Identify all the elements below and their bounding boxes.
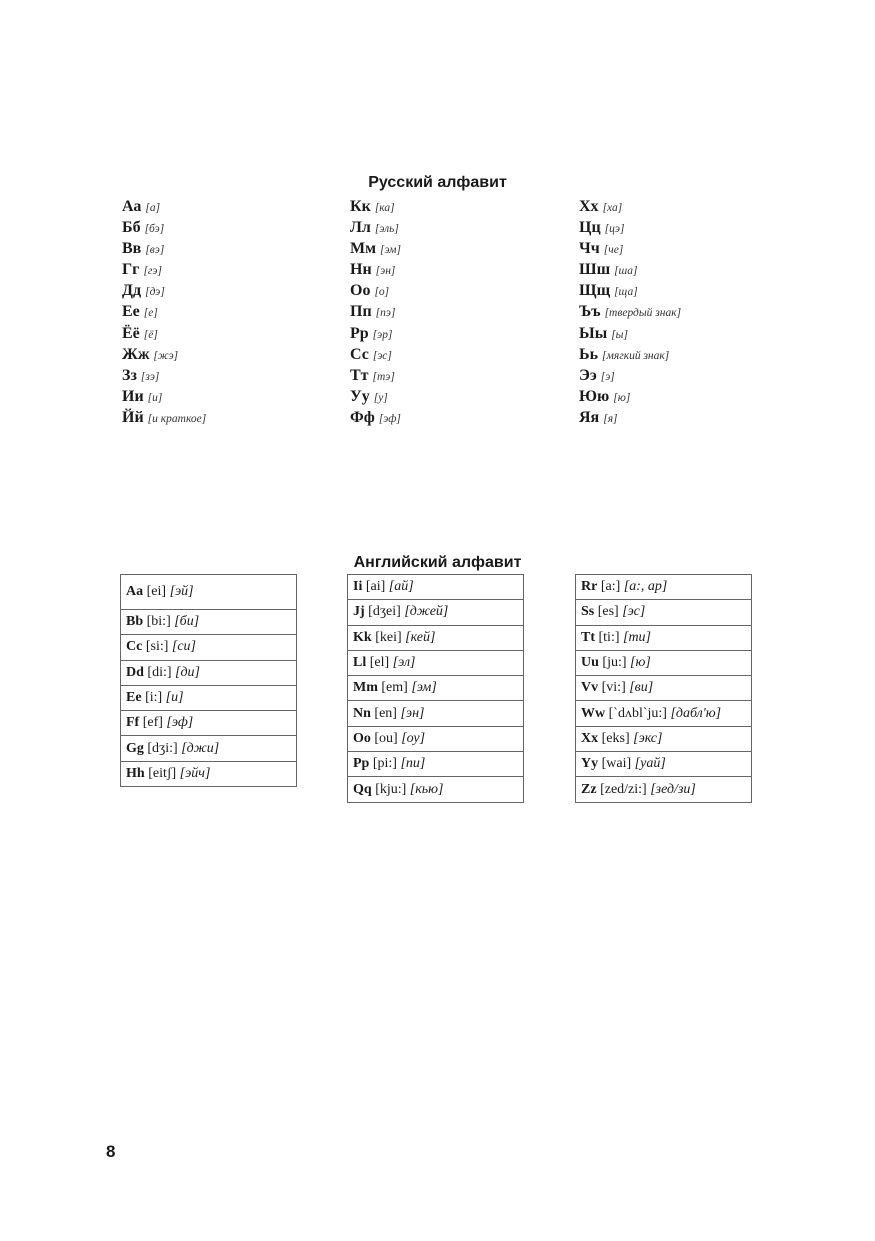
ipa-transcription: [ou] (374, 730, 398, 746)
english-letter-cell (576, 726, 752, 751)
russian-alphabet-title: Русский алфавит (368, 174, 507, 191)
russian-letter-row (579, 217, 681, 238)
english-letter-cell (348, 600, 524, 625)
russian-letter: Оо (350, 282, 371, 300)
russian-letter-row (122, 259, 206, 280)
ipa-transcription: [es] (597, 604, 619, 620)
english-letter: Ww (581, 705, 606, 721)
table-row (348, 752, 524, 777)
russian-pronunciation: [ха] (602, 202, 623, 214)
russian-letter-row (579, 344, 681, 365)
english-letter-cell (576, 777, 752, 802)
ipa-transcription: [bi:] (146, 614, 171, 630)
russian-column-3 (579, 196, 681, 428)
russian-pronunciation: [ща] (614, 286, 638, 299)
table-row (576, 726, 752, 751)
english-letter: Aa (126, 584, 144, 599)
english-letter: Rr (581, 579, 598, 595)
russian-letter: Яя (579, 408, 600, 426)
russian-transcription: [зед/зи] (650, 781, 696, 797)
russian-pronunciation: [вэ] (145, 244, 165, 257)
table-row (348, 575, 524, 600)
ipa-transcription: [ti:] (598, 629, 620, 645)
russian-transcription: [пи] (400, 756, 426, 772)
russian-pronunciation: [пэ] (375, 307, 396, 320)
english-letter: Mm (353, 680, 378, 696)
russian-letter-row (579, 323, 681, 344)
english-letter-cell (121, 635, 297, 660)
russian-letter: Ыы (579, 324, 608, 342)
english-letter: Pp (353, 756, 370, 772)
ipa-transcription: [ei] (146, 584, 167, 599)
russian-pronunciation: [че] (603, 244, 624, 257)
russian-letter-row (122, 196, 206, 217)
russian-pronunciation: [а] (145, 202, 161, 214)
russian-pronunciation: [эм] (380, 244, 401, 257)
russian-letter: Мм (350, 240, 376, 258)
russian-letter: Дд (122, 282, 142, 300)
russian-pronunciation: [е] (143, 307, 158, 320)
russian-letter: Вв (122, 240, 142, 258)
english-letter-cell (348, 575, 524, 600)
ipa-transcription: [kei] (375, 629, 402, 645)
russian-letter: Ёё (122, 324, 140, 342)
english-alphabet-title: Английский алфавит (353, 554, 522, 571)
english-letter: Oo (353, 730, 371, 746)
russian-transcription: [уай] (634, 756, 666, 772)
english-letter-cell (348, 752, 524, 777)
table-row (121, 761, 297, 786)
table-row (121, 635, 297, 660)
ipa-transcription: [kju:] (375, 781, 407, 797)
russian-transcription: [дабл'ю] (670, 705, 722, 721)
russian-letter-row (122, 323, 206, 344)
english-letter: Gg (126, 740, 144, 756)
russian-pronunciation: [и] (147, 391, 163, 404)
english-letter: Ee (126, 690, 142, 706)
english-letter-cell (121, 685, 297, 710)
russian-pronunciation: [гэ] (143, 265, 162, 278)
russian-letter-row (122, 217, 206, 238)
russian-letter: Ьь (579, 345, 599, 363)
russian-letter-row (350, 217, 401, 238)
english-letter-cell (348, 726, 524, 751)
table-row (348, 676, 524, 701)
ipa-transcription: [ju:] (602, 655, 627, 671)
russian-letter: Ъъ (579, 303, 601, 321)
table-row (576, 575, 752, 600)
russian-transcription: [эйч] (179, 765, 211, 781)
russian-pronunciation: [дэ] (145, 286, 165, 299)
russian-letter: Фф (350, 408, 375, 426)
russian-pronunciation: [эль] (374, 223, 399, 236)
russian-letter: Цц (579, 219, 601, 237)
ipa-transcription: [ef] (142, 715, 163, 731)
english-letter: Nn (353, 705, 371, 721)
table-row (576, 701, 752, 726)
english-letter-cell (576, 676, 752, 701)
table-row (121, 711, 297, 736)
russian-letter: Сс (350, 345, 369, 363)
russian-pronunciation: [у] (373, 391, 388, 404)
english-letter: Cc (126, 639, 143, 655)
russian-column-2 (350, 196, 401, 428)
russian-letter-row (350, 323, 401, 344)
table-row (121, 685, 297, 710)
english-letter-cell (348, 625, 524, 650)
russian-transcription: [a:, ар] (623, 579, 668, 595)
russian-letter-row (122, 280, 206, 301)
russian-pronunciation: [ы] (611, 328, 628, 341)
russian-pronunciation: [ю] (613, 391, 631, 404)
russian-letter-row (350, 344, 401, 365)
russian-letter: Ее (122, 303, 140, 321)
russian-pronunciation: [жэ] (153, 349, 179, 362)
table-row (348, 701, 524, 726)
english-letter-cell (121, 660, 297, 685)
russian-letter-row (579, 196, 681, 217)
russian-letter: Аа (122, 198, 142, 215)
russian-letter: Нн (350, 261, 372, 279)
russian-letter-row (122, 344, 206, 365)
russian-transcription: [эс] (622, 604, 646, 620)
table-row (348, 650, 524, 675)
russian-letter: Ээ (579, 366, 597, 384)
russian-pronunciation: [ка] (374, 202, 395, 214)
english-table-3 (575, 574, 752, 803)
english-letter-cell (576, 701, 752, 726)
russian-letter: Чч (579, 240, 600, 258)
russian-transcription: [и] (165, 690, 184, 706)
ipa-transcription: [dʒi:] (147, 740, 178, 756)
ipa-transcription: [ai] (365, 579, 386, 595)
russian-transcription: [си] (171, 639, 197, 655)
russian-transcription: [би] (174, 614, 200, 630)
english-letter-cell (576, 575, 752, 600)
ipa-transcription: [wai] (601, 756, 632, 772)
english-letter: Qq (353, 781, 372, 797)
russian-letter-row (579, 301, 681, 322)
english-letter-cell (348, 777, 524, 802)
russian-pronunciation: [цэ] (604, 223, 625, 236)
russian-letter: Юю (579, 387, 610, 405)
russian-pronunciation: [ё] (143, 328, 158, 341)
russian-transcription: [ди] (175, 664, 200, 680)
ipa-transcription: [di:] (147, 664, 172, 680)
english-letter-cell (576, 625, 752, 650)
russian-letter-row (122, 301, 206, 322)
russian-letter-row (579, 259, 681, 280)
table-row (348, 777, 524, 802)
ipa-transcription: [i:] (145, 690, 163, 706)
russian-transcription: [эй] (169, 584, 194, 599)
table-row (348, 600, 524, 625)
russian-transcription: [оу] (401, 730, 426, 746)
table-row (576, 752, 752, 777)
russian-letter: Йй (122, 408, 144, 426)
table-row (121, 660, 297, 685)
english-letter-cell (576, 600, 752, 625)
russian-letter-row (350, 365, 401, 386)
table-row (348, 625, 524, 650)
russian-letter-row (122, 386, 206, 407)
russian-letter: Зз (122, 366, 137, 384)
russian-letter: Ии (122, 387, 144, 405)
russian-pronunciation: [эр] (372, 328, 393, 341)
russian-transcription: [ай] (388, 579, 414, 595)
ipa-transcription: [eitʃ] (148, 765, 177, 781)
english-letter-cell (348, 676, 524, 701)
table-row (121, 736, 297, 761)
russian-transcription: [кью] (409, 781, 444, 797)
english-letter: Yy (581, 756, 599, 772)
russian-pronunciation: [ша] (614, 265, 638, 278)
ipa-transcription: [en] (374, 705, 397, 721)
russian-letter: Уу (350, 387, 370, 405)
ipa-transcription: [a:] (600, 579, 621, 595)
russian-letter: Гг (122, 261, 140, 279)
russian-letter-row (579, 365, 681, 386)
english-letter-cell (121, 761, 297, 786)
russian-transcription: [ви] (629, 680, 654, 696)
russian-letter-row (579, 407, 681, 428)
russian-transcription: [ю] (630, 655, 651, 671)
english-letter: Tt (581, 629, 595, 645)
english-letter-cell (121, 711, 297, 736)
russian-letter-row (350, 238, 401, 259)
english-table-1 (120, 574, 297, 787)
english-letter: Uu (581, 655, 599, 671)
english-letter-cell (576, 752, 752, 777)
ipa-transcription: [pi:] (372, 756, 397, 772)
russian-letter-row (350, 301, 401, 322)
russian-letter-row (122, 365, 206, 386)
russian-letter-row (350, 259, 401, 280)
russian-letter: Кк (350, 198, 371, 215)
russian-letter: Хх (579, 198, 599, 215)
ipa-transcription: [dʒei] (368, 604, 401, 620)
russian-letter: Лл (350, 219, 371, 237)
table-row (576, 650, 752, 675)
russian-pronunciation: [и краткое] (147, 412, 207, 425)
russian-pronunciation: [твердый знак] (604, 307, 682, 320)
table-row (121, 610, 297, 635)
russian-letter-row (350, 407, 401, 428)
english-letter: Bb (126, 614, 144, 630)
russian-column-1 (122, 196, 206, 428)
english-letter: Zz (581, 781, 597, 797)
english-letter: Hh (126, 765, 145, 781)
russian-letter-row (350, 196, 401, 217)
ipa-transcription: [zed/zi:] (600, 781, 647, 797)
table-row (348, 726, 524, 751)
russian-letter: Щщ (579, 282, 611, 300)
russian-transcription: [эф] (166, 715, 194, 731)
english-letter: Kk (353, 629, 372, 645)
english-letter-cell (348, 701, 524, 726)
russian-letter-row (122, 238, 206, 259)
english-letter: Xx (581, 730, 599, 746)
russian-transcription: [экс] (633, 730, 663, 746)
russian-pronunciation: [э] (600, 370, 615, 383)
english-table-2 (347, 574, 524, 803)
russian-letter-row (579, 386, 681, 407)
english-letter-cell (121, 610, 297, 635)
table-row (576, 600, 752, 625)
russian-pronunciation: [я] (603, 412, 618, 425)
ipa-transcription: [eks] (601, 730, 630, 746)
russian-pronunciation: [бэ] (144, 223, 165, 236)
page-number: 8 (106, 1142, 116, 1161)
english-letter-cell (348, 650, 524, 675)
english-letter: Ll (353, 655, 367, 671)
english-letter-cell (121, 575, 297, 610)
russian-pronunciation: [эн] (375, 265, 396, 278)
russian-letter: Бб (122, 219, 141, 237)
russian-transcription: [ти] (623, 629, 652, 645)
russian-letter: Шш (579, 261, 611, 279)
english-letter: Ii (353, 579, 363, 595)
russian-pronunciation: [эс] (372, 349, 392, 362)
table-row (576, 625, 752, 650)
english-letter: Ff (126, 715, 140, 731)
russian-letter-row (579, 280, 681, 301)
russian-letter-row (122, 407, 206, 428)
russian-pronunciation: [мягкий знак] (602, 349, 670, 362)
russian-pronunciation: [тэ] (372, 370, 395, 383)
russian-transcription: [джи] (181, 740, 220, 756)
english-letter-cell (121, 736, 297, 761)
russian-transcription: [эм] (411, 680, 437, 696)
ipa-transcription: [em] (381, 680, 408, 696)
table-row (576, 676, 752, 701)
russian-transcription: [эл] (392, 655, 416, 671)
russian-letter: Жж (122, 345, 150, 363)
russian-transcription: [джей] (404, 604, 449, 620)
russian-transcription: [кей] (405, 629, 436, 645)
russian-pronunciation: [эф] (378, 412, 401, 425)
english-letter: Vv (581, 680, 599, 696)
english-letter: Jj (353, 604, 365, 620)
ipa-transcription: [vi:] (601, 680, 626, 696)
english-letter-cell (576, 650, 752, 675)
table-row (576, 777, 752, 802)
russian-letter-row (350, 280, 401, 301)
russian-letter-row (350, 386, 401, 407)
russian-pronunciation: [о] (374, 286, 390, 299)
russian-transcription: [эн] (400, 705, 425, 721)
table-row (121, 575, 297, 610)
ipa-transcription: [el] (369, 655, 390, 671)
english-letter: Dd (126, 664, 144, 680)
ipa-transcription: [`dʌbl`ju:] (608, 705, 667, 721)
russian-letter: Пп (350, 303, 372, 321)
russian-letter: Рр (350, 324, 369, 342)
russian-letter-row (579, 238, 681, 259)
russian-letter: Тт (350, 366, 369, 384)
english-letter: Ss (581, 604, 595, 620)
russian-pronunciation: [зэ] (140, 370, 160, 383)
ipa-transcription: [si:] (145, 639, 169, 655)
